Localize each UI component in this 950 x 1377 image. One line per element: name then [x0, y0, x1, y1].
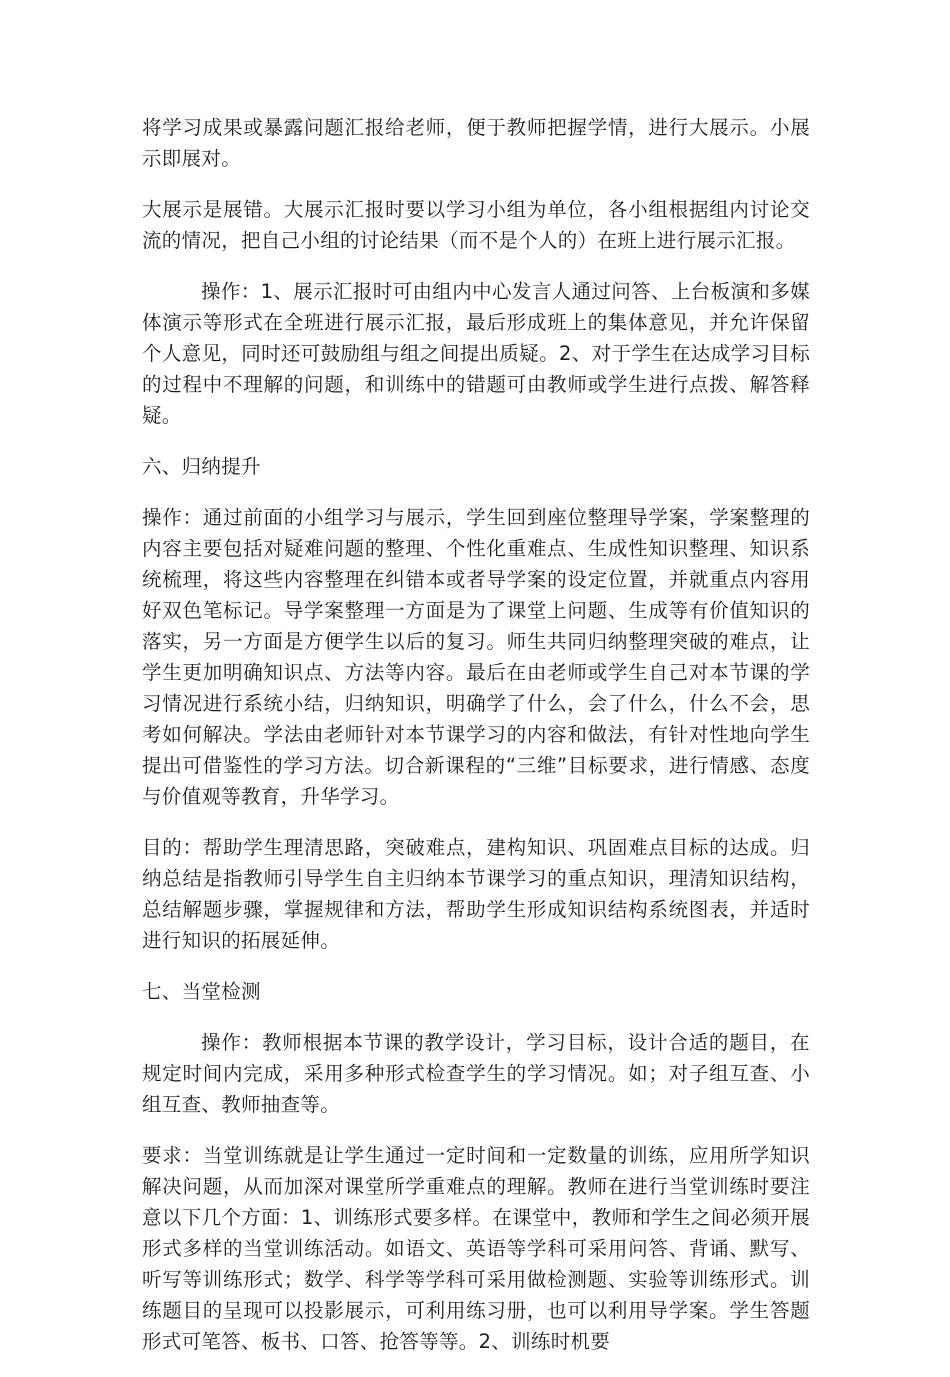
document-body [142, 112, 810, 1377]
paragraph-test-operation: 操作：教师根据本节课的教学设计，学习目标，设计合适的题目，在规定时间内完成，采用多种形式检查学生的学习情况。如；对子组互查、小组互查、教师抽查等。 [142, 1031, 810, 1116]
paragraph-summarize-purpose: 目的：帮助学生理清思路，突破难点，建构知识、巩固难点目标的达成。归纳总结是指教师引导学生自主归纳本节课学习的重点知识，理清知识结构，总结解题步骤，掌握规律和方法，帮助学生形成知识结构系统图表，并适时进行知识的拓展延伸。 [142, 836, 810, 952]
paragraph-small-display: 将学习成果或暴露问题汇报给老师，便于教师把握学情，进行大展示。小展示即展对。 [142, 116, 810, 170]
section-heading-in-class-test: 七、当堂检测 [142, 980, 261, 1003]
section-heading-summarize: 六、归纳提升 [142, 455, 261, 478]
paragraph-test-requirements: 要求：当堂训练就是让学生通过一定时间和一定数量的训练，应用所学知识解决问题，从而加深对课堂所学重难点的理解。教师在进行当堂训练时要注意以下几个方面：1、训练形式要多样。在课堂中，教师和学生之间必须开展形式多样的当堂训练活动。如语文、英语等学科可采用问答、背诵、默写、听写等训练形式；数学、科学等学科可采用做检测题、实验等训练形式。训练题目的呈现可以投影展示，可利用练习册，也可以利用导学案。学生答题形式可笔答、板书、口答、抢答等等。2、训练时机要 [142, 1144, 810, 1353]
paragraph-summarize-operation: 操作：通过前面的小组学习与展示，学生回到座位整理导学案，学案整理的内容主要包括对疑难问题的整理、个性化重难点、生成性知识整理、知识系统梳理，将这些内容整理在纠错本或者导学案的设定位置，并就重点内容用好双色笔标记。导学案整理一方面是为了课堂上问题、生成等有价值知识的落实，另一方面是方便学生以后的复习。师生共同归纳整理突破的难点，让学生更加明确知识点、方法等内容。最后在由老师或学生自己对本节课的学习情况进行系统小结，归纳知识，明确学了什么，会了什么，什么不会，思考如何解决。学法由老师针对本节课学习的内容和做法，有针对性地向学生提出可借鉴性的学习方法。切合新课程的“三维”目标要求，进行情感、态度与价值观等教育，升华学习。 [142, 506, 810, 808]
paragraph-big-display: 大展示是展错。大展示汇报时要以学习小组为单位，各小组根据组内讨论交流的情况，把自己小组的讨论结果（而不是个人的）在班上进行展示汇报。 [142, 198, 810, 252]
paragraph-display-operation: 操作：1、展示汇报时可由组内中心发言人通过问答、上台板演和多媒体演示等形式在全班进行展示汇报，最后形成班上的集体意见，并允许保留个人意见，同时还可鼓励组与组之间提出质疑。2、对于学生在达成学习目标的过程中不理解的问题，和训练中的错题可由教师或学生进行点拨、解答释疑。 [142, 280, 810, 427]
